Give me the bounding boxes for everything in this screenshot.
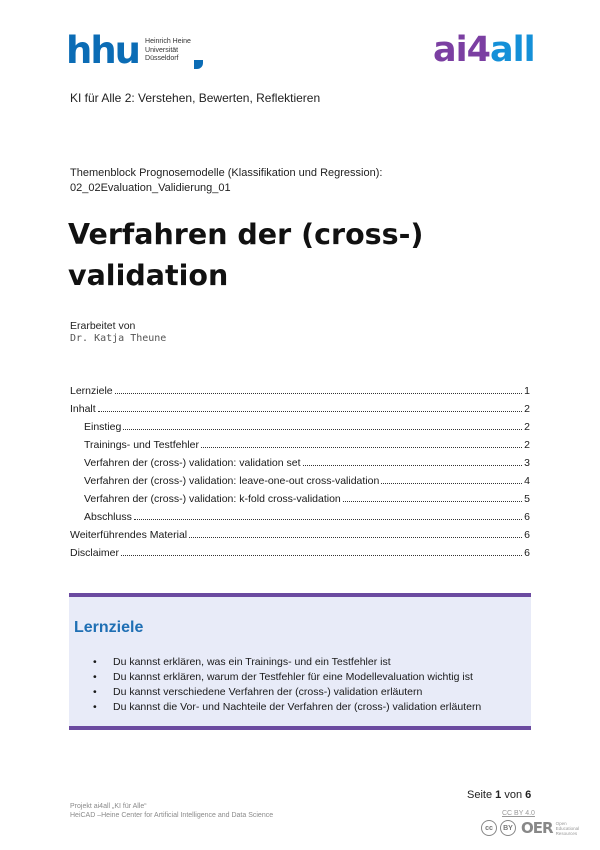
list-item: • Du kannst verschiedene Verfahren der (cross-) validation erläutern: [93, 686, 423, 698]
toc-entry-label: Verfahren der (cross-) validation: k-fold cross-validation: [84, 493, 341, 505]
hhu-logo-mark-icon: [194, 60, 203, 69]
toc-leader-dots: [121, 554, 522, 556]
toc-leader-dots: [303, 464, 523, 466]
toc-entry-label: Lernziele: [70, 385, 113, 397]
toc-entry[interactable]: [70, 403, 530, 421]
cc-license-badge: [481, 820, 516, 836]
toc-entry-label: Verfahren der (cross-) validation: validation set: [84, 457, 301, 469]
toc-leader-dots: [123, 428, 522, 430]
oer-mark-icon: OER: [521, 819, 553, 837]
toc-entry[interactable]: [70, 547, 530, 565]
module-id: 02_02Evaluation_Validierung_01: [70, 182, 231, 194]
toc-entry-label: Trainings- und Testfehler: [84, 439, 199, 451]
toc-entry-label: Verfahren der (cross-) validation: leave-one-out cross-validation: [84, 475, 380, 487]
themenblock: [70, 166, 382, 196]
toc-leader-dots: [201, 446, 522, 448]
toc-entry-page: 4: [524, 475, 530, 487]
hhu-wordmark: hhu: [66, 29, 140, 72]
footer-institution: HeiCAD –Heine Center for Artificial Intelligence and Data Science: [70, 812, 274, 819]
cc-icon: cc: [481, 820, 497, 836]
toc-entry[interactable]: [70, 421, 530, 439]
toc-entry-label: Disclaimer: [70, 547, 120, 559]
toc-leader-dots: [189, 536, 522, 538]
toc-entry-label: Einstieg: [84, 421, 122, 433]
oer-logo: OER Open Educational Resources: [521, 819, 580, 837]
toc-entry[interactable]: [70, 385, 530, 403]
page-number: Seite 1 von 6: [467, 789, 532, 801]
toc-entry-page: 2: [524, 439, 530, 451]
page-title: Verfahren der (cross-) validation: [68, 218, 424, 292]
toc-entry-page: 2: [524, 421, 530, 433]
bullet-icon: •: [93, 671, 97, 683]
toc-entry-label: Abschluss: [84, 511, 132, 523]
toc-entry-label: Inhalt: [70, 403, 96, 415]
toc-entry[interactable]: [70, 493, 530, 511]
bullet-icon: •: [93, 656, 97, 668]
lernziele-heading: Lernziele: [74, 619, 144, 636]
list-item: • Du kannst erklären, warum der Testfehler für eine Modellevaluation wichtig ist: [93, 671, 473, 683]
toc-entry[interactable]: [70, 439, 530, 457]
lernziele-list: [93, 655, 481, 715]
toc-entry-page: 6: [524, 511, 530, 523]
toc-leader-dots: [134, 518, 522, 520]
toc-leader-dots: [115, 392, 523, 394]
toc-entry-page: 6: [524, 529, 530, 541]
ai4all-logo: ai4all: [433, 30, 535, 70]
hhu-university-name: Heinrich Heine Universität Düsseldorf: [145, 38, 191, 62]
list-item: • Du kannst erklären, was ein Trainings- und ein Testfehler ist: [93, 656, 391, 668]
bullet-icon: •: [93, 686, 97, 698]
toc-entry[interactable]: [70, 457, 530, 475]
toc-entry[interactable]: [70, 475, 530, 493]
toc-entry-page: 6: [524, 547, 530, 559]
toc-entry-page: 1: [524, 385, 530, 397]
toc-leader-dots: [381, 482, 522, 484]
toc-leader-dots: [343, 500, 522, 502]
list-item: • Du kannst die Vor- und Nachteile der Verfahren der (cross-) validation erläutern: [93, 701, 482, 713]
toc-leader-dots: [98, 410, 522, 412]
author-name: Dr. Katja Theune: [70, 333, 167, 344]
document-subtitle: KI für Alle 2: Verstehen, Bewerten, Reflektieren: [70, 91, 321, 105]
toc-entry[interactable]: [70, 511, 530, 529]
toc-entry-page: 3: [524, 457, 530, 469]
attribution-icon: BY: [500, 820, 516, 836]
hhu-logo: [66, 29, 191, 72]
toc-entry-label: Weiterführendes Material: [70, 529, 188, 541]
license-link[interactable]: CC BY 4.0: [502, 810, 535, 817]
footer-project: Projekt ai4all „KI für Alle“: [70, 803, 147, 810]
lernziele-box: [69, 593, 531, 730]
footer: [70, 802, 273, 820]
table-of-contents: [70, 385, 530, 565]
toc-entry[interactable]: [70, 529, 530, 547]
toc-entry-page: 2: [524, 403, 530, 415]
bullet-icon: •: [93, 701, 97, 713]
author-label: Erarbeitet von: [70, 320, 136, 332]
toc-entry-page: 5: [524, 493, 530, 505]
themenblock-line: Themenblock Prognosemodelle (Klassifikation und Regression):: [70, 167, 383, 179]
